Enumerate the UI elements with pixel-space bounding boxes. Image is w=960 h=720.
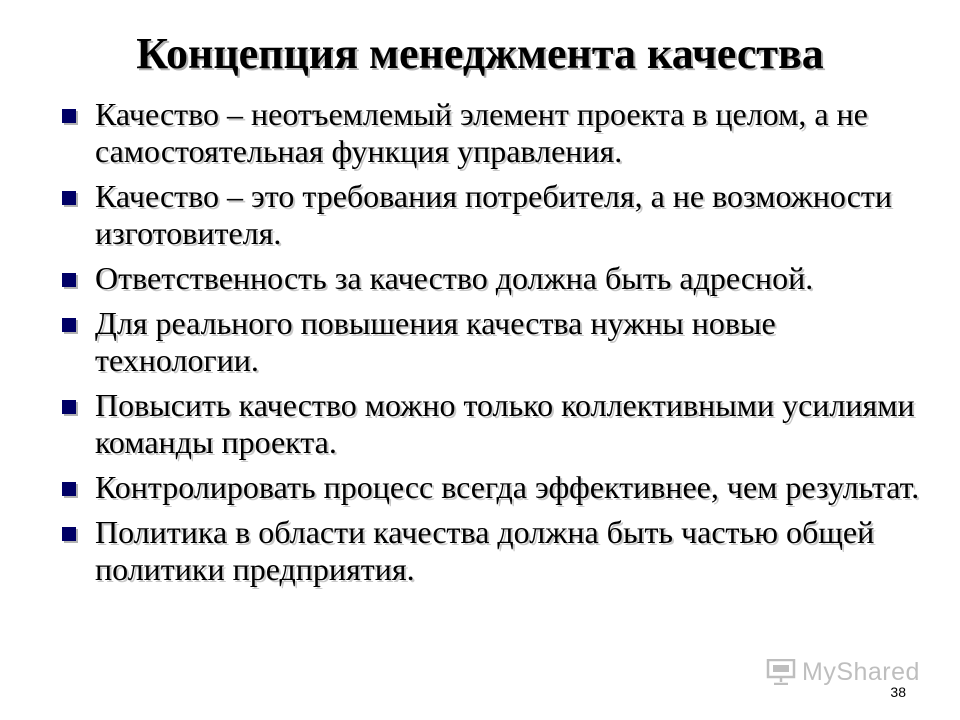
bullet-text: Контролировать процесс всегда эффективнее, чем результат. xyxy=(95,469,920,505)
square-bullet-icon xyxy=(62,482,76,496)
page-number: 38 xyxy=(890,684,906,700)
square-bullet-icon xyxy=(62,400,76,414)
square-bullet-icon xyxy=(62,273,76,287)
bullet-text: Политика в области качества должна быть частью общей политики предприятия. xyxy=(95,514,875,587)
bullet-item xyxy=(60,469,920,506)
bullet-text: Повысить качество можно только коллективными усилиями команды проекта. xyxy=(95,387,915,460)
bullet-list xyxy=(60,96,920,596)
bullet-text: Качество – это требования потребителя, а не возможности изготовителя. xyxy=(95,178,892,251)
square-bullet-icon xyxy=(62,527,76,541)
bullet-text: Ответственность за качество должна быть адресной. xyxy=(95,260,814,296)
watermark-text: MyShared xyxy=(802,657,920,686)
square-bullet-icon xyxy=(62,109,76,123)
bullet-item xyxy=(60,178,920,252)
bullet-item xyxy=(60,387,920,461)
bullet-item xyxy=(60,305,920,379)
slide-title: Концепция менеджмента качества xyxy=(136,29,824,78)
bullet-item xyxy=(60,96,920,170)
bullet-item xyxy=(60,260,920,297)
square-bullet-icon xyxy=(62,318,76,332)
bullet-text: Качество – неотъемлемый элемент проекта в целом, а не самостоятельная функция управления. xyxy=(95,96,868,169)
bullet-item xyxy=(60,514,920,588)
square-bullet-icon xyxy=(62,191,76,205)
bullet-text: Для реального повышения качества нужны новые технологии. xyxy=(95,305,776,378)
presentation-board-icon xyxy=(766,659,796,685)
